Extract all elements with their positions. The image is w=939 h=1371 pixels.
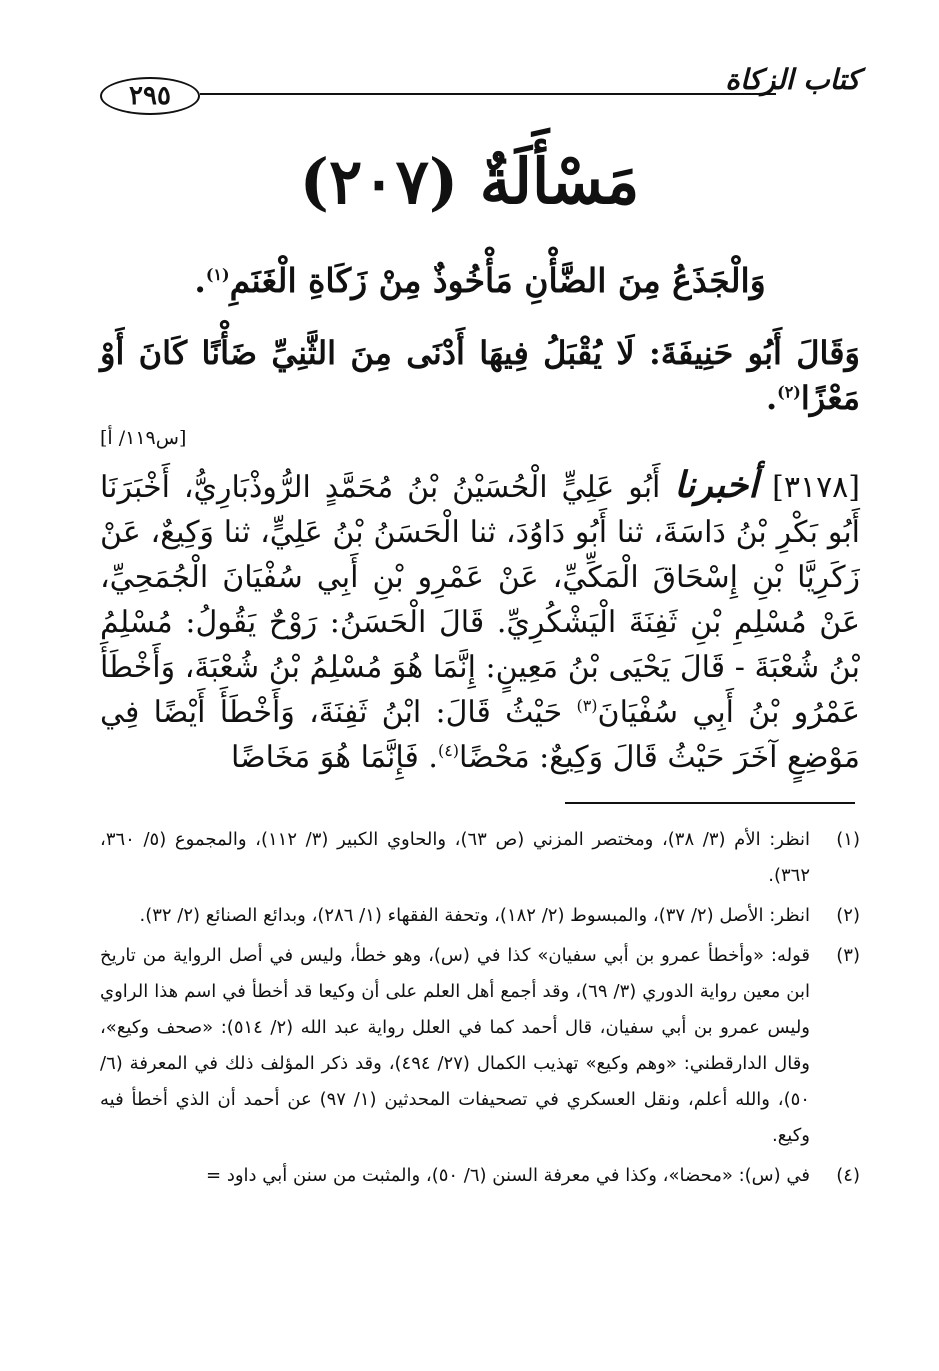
footnotes xyxy=(100,822,860,1198)
footnote-text: انظر: الأصل (٢/ ٣٧)، والمبسوط (٢/ ١٨٢)، وتحفة الفقهاء (١/ ٢٨٦)، وبدائع الصنائع (٢/ ٣٢). xyxy=(139,905,810,926)
header-rule xyxy=(200,93,776,95)
issue-statement xyxy=(100,258,860,303)
page-number: ٢٩٥ xyxy=(100,77,200,115)
footnote-text: قوله: «وأخطأ عمرو بن أبي سفيان» كذا في (س)، وهو خطأ، وليس في أصل الرواية من تاريخ ابن معين رواية الدوري (٣/ ٦٩)، وقد أجمع أهل العلم على أن وكيعا قد أخطأ في اسم هذا الراوي وليس عمرو بن أبي سفيان، قال أحمد كما في العلل رواية عبد الله (٢/ ٥١٤): «صحف وكيع»، وقال الدارقطني: «وهم وكيع» تهذيب الكمال (٢٧/ ٤٩٤)، وقد ذكر المؤلف ذلك في المعرفة (٦/ ٥٠)، والله أعلم، ونقل العسكري في تصحيفات المحدثين (١/ ٩٧) عن أحمد أن الذي أخطأ فيه وكيع. xyxy=(100,945,810,1146)
footnote-ref-4: (٤) xyxy=(437,741,460,760)
hadith-text-part1: أَبُو عَلِيٍّ الْحُسَيْنُ بْنُ مُحَمَّدٍ الرُّوذْبَارِيُّ، أَخْبَرَنَا أَبُو بَكْرِ بْنُ دَاسَةَ، ثنا أَبُو دَاوُدَ، ثنا الْحَسَنُ بْنُ عَلِيٍّ، ثنا وَكِيعٌ، عَنْ زَكَرِيَّا بْنِ إِسْحَاقَ الْمَكِّيِّ، عَنْ عَمْرِو بْنِ أَبِي سُفْيَانَ الْجُمَحِيِّ، عَنْ مُسْلِمِ بْنِ ثَفِنَةَ الْيَشْكُرِيِّ. قَالَ الْحَسَنُ: رَوْحٌ يَقُولُ: مُسْلِمُ بْنُ شُعْبَةَ - قَالَ يَحْيَى بْنُ مَعِينٍ: إِنَّمَا هُوَ مُسْلِمُ بْنُ شُعْبَةَ، وَأَخْطَأَ عَمْرُو بْنُ أَبِي سُفْيَانَ xyxy=(100,470,861,730)
opinion-end: . xyxy=(765,379,778,417)
footnote-number: (٢) xyxy=(836,905,860,926)
footnote-ref-2: (٢) xyxy=(777,382,801,402)
footnote-text: في (س): «محضا»، وكذا في معرفة السنن (٦/ ٥٠)، والمثبت من سنن أبي داود = xyxy=(206,1165,810,1186)
footnote-number: (٤) xyxy=(836,1165,860,1186)
footnote-text: انظر: الأم (٣/ ٣٨)، ومختصر المزني (ص ٦٣)، والحاوي الكبير (٣/ ١١٢)، والمجموع (٥/ ٣٦٠، ٣٦٢). xyxy=(100,829,811,886)
hadith-paragraph xyxy=(100,463,860,780)
footnote xyxy=(100,938,860,1154)
hadith-number: [٣١٧٨] xyxy=(772,470,861,505)
opinion-text: وَقَالَ أَبُو حَنِيفَةَ: لَا يُقْبَلُ فِيهَا أَدْنَى مِنَ الثَّنِيِّ ضَأْنًا كَانَ أَوْ مَعْزًا xyxy=(100,334,860,417)
footnote-number: (١) xyxy=(836,829,860,850)
footnote-separator xyxy=(565,802,855,804)
main-text xyxy=(100,258,860,780)
footnote-ref-1: (١) xyxy=(205,265,230,284)
hadith-text-part2: حَيْثُ قَالَ: ابْنُ ثَفِنَةَ، وَأَخْطَأَ أَيْضًا فِي مَوْضِعٍ آخَرَ حَيْثُ قَالَ وَكِيعٌ: مَحْضًا xyxy=(100,695,860,775)
issue-title: مَسْأَلَةٌ (٢٠٧) xyxy=(299,145,640,218)
footnote xyxy=(100,1158,860,1194)
footnote xyxy=(100,898,860,934)
footnote xyxy=(100,822,860,894)
manuscript-reference: [س١١٩/ أ] xyxy=(100,427,187,449)
statement-text: وَالْجَذَعُ مِنَ الضَّأْنِ مَأْخُوذٌ مِنْ زَكَاةِ الْغَنَمِ xyxy=(229,261,766,300)
abu-hanifa-opinion xyxy=(100,331,860,421)
hadith-text-part3: . فَإِنَّمَا هُوَ مَخَاضًا xyxy=(230,740,438,775)
footnote-number: (٣) xyxy=(836,945,860,966)
akhbarana-word: أخبرنا xyxy=(674,464,759,506)
running-title: كتاب الزكاة xyxy=(725,63,860,96)
statement-end: . xyxy=(194,261,206,300)
footnote-ref-3: (٣) xyxy=(576,696,598,715)
page-header xyxy=(100,55,860,115)
